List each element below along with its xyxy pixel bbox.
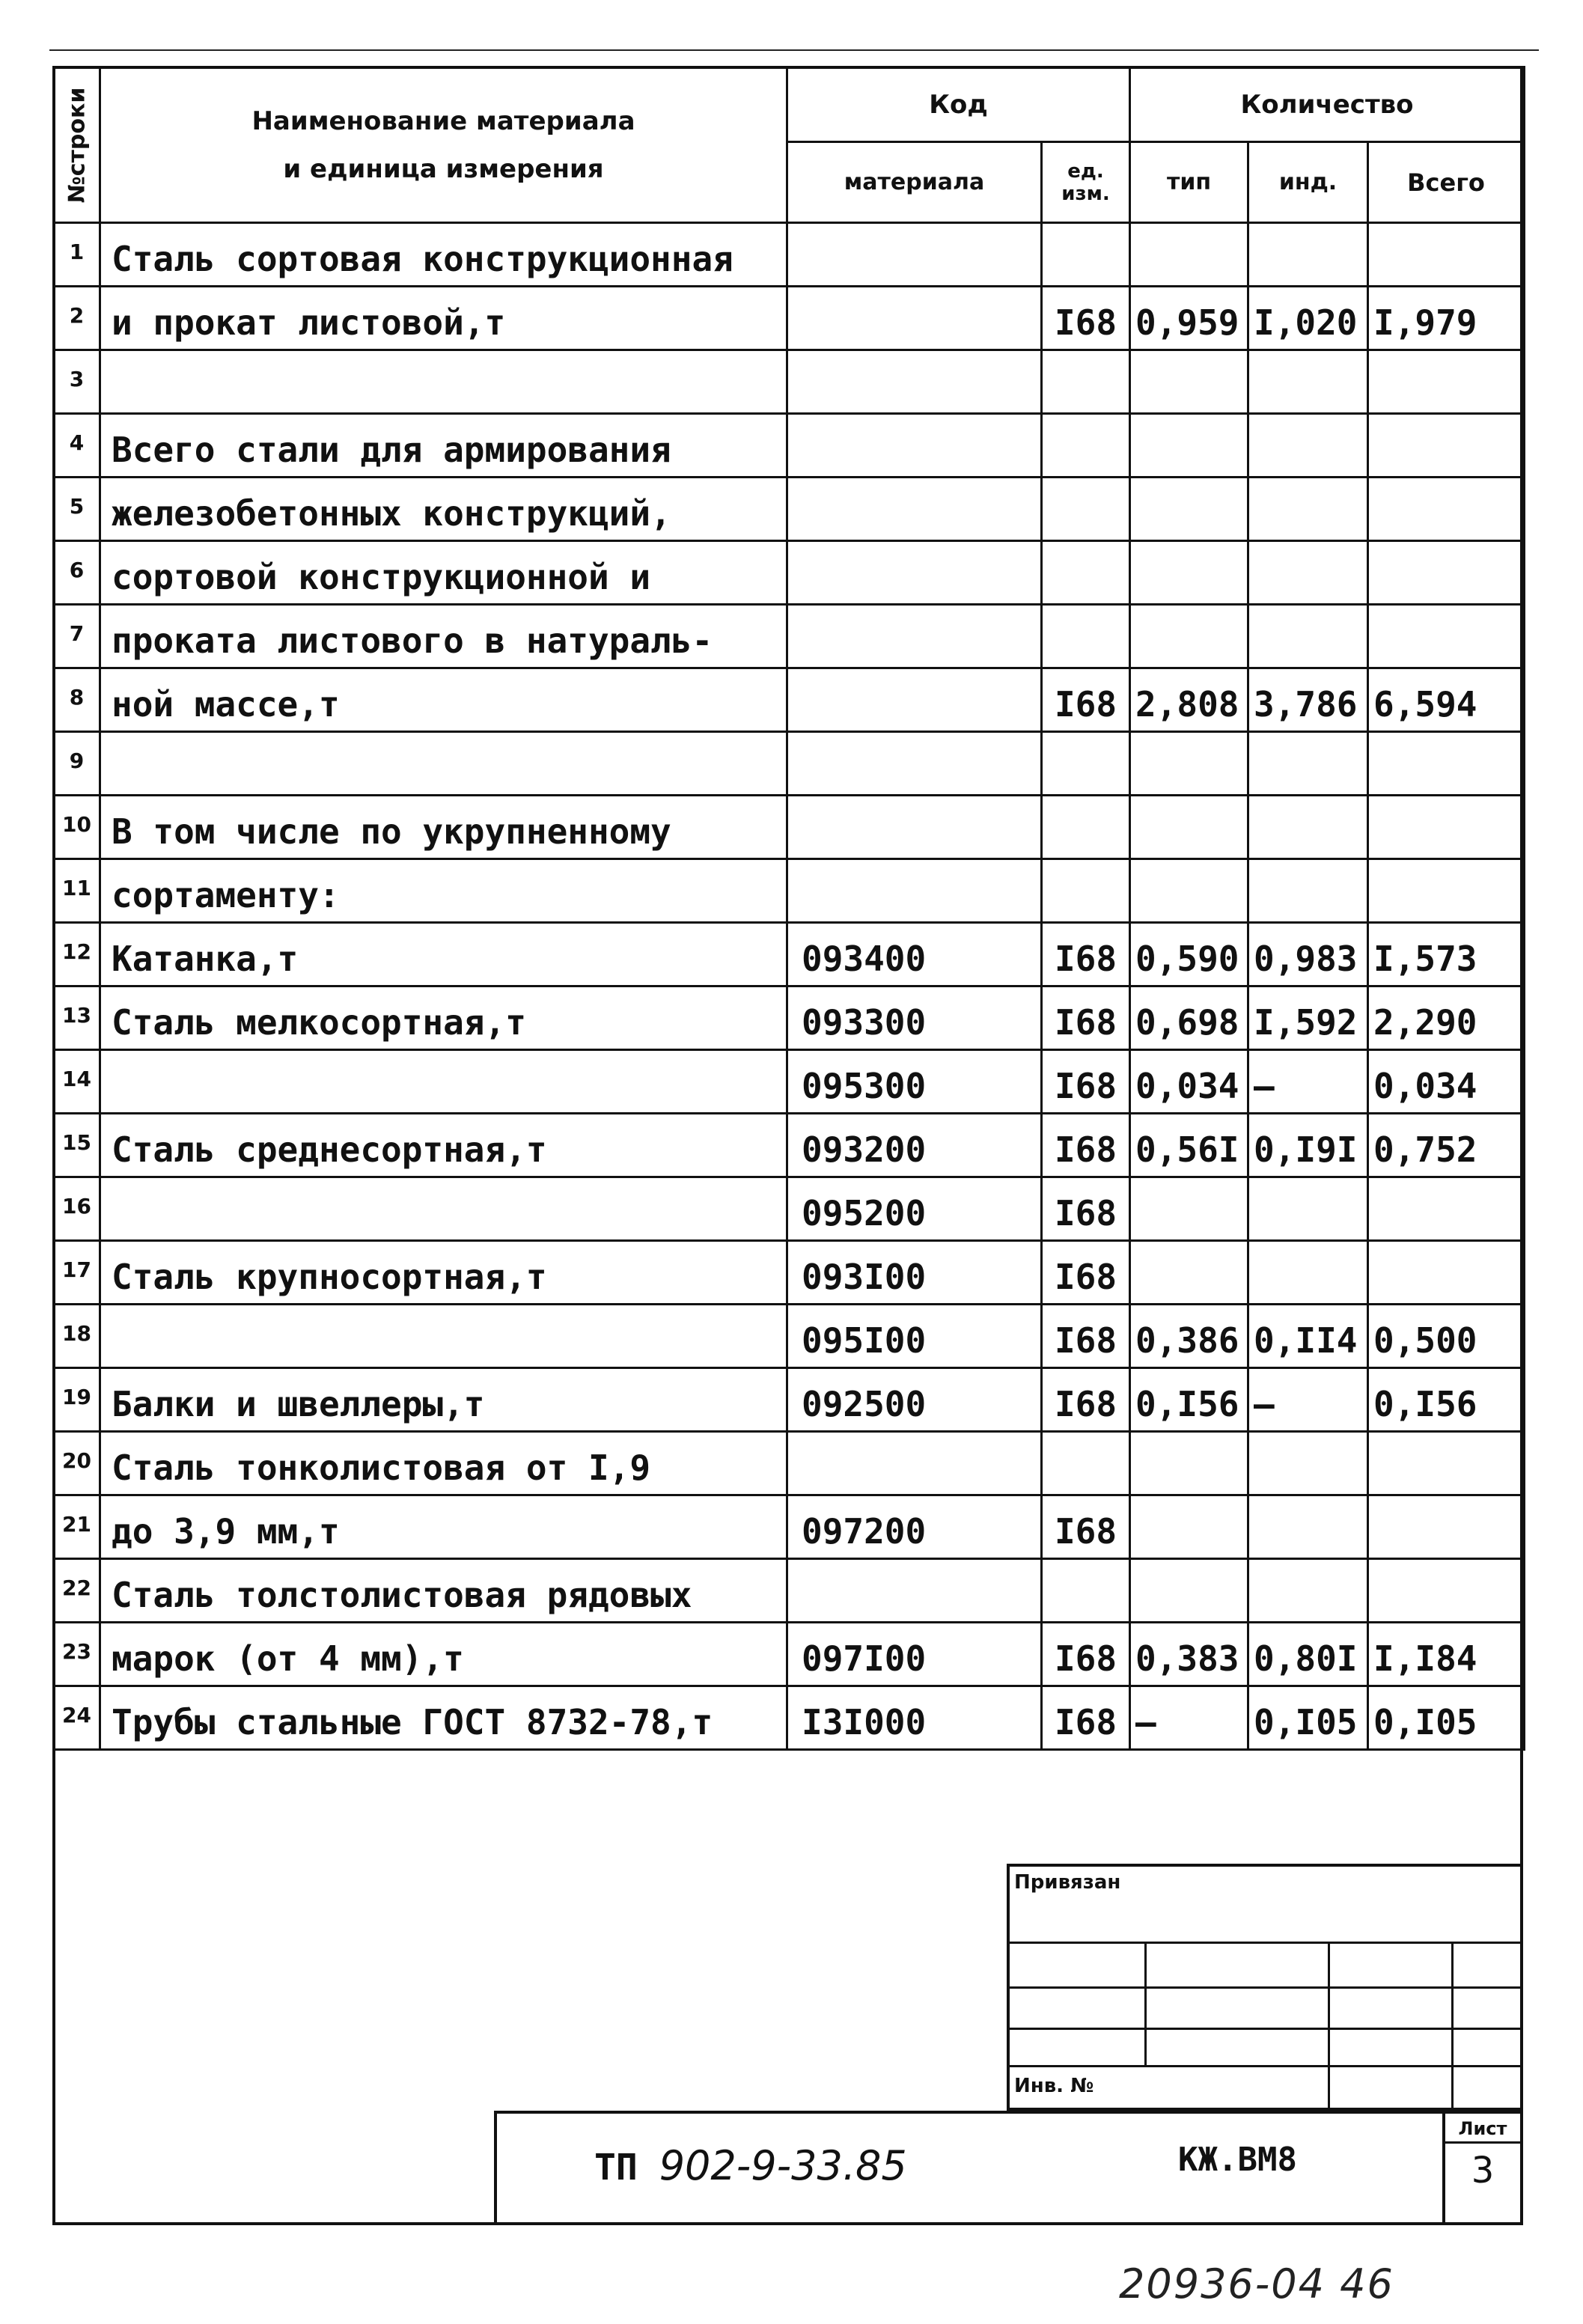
cell-n: 18 bbox=[54, 1305, 100, 1368]
cell-n: 14 bbox=[54, 1050, 100, 1114]
cell-n: 5 bbox=[54, 478, 100, 541]
cell-unit: I68 bbox=[1042, 1368, 1130, 1432]
cell-code: 093200 bbox=[787, 1114, 1042, 1177]
cell-typ: 0,959 bbox=[1130, 287, 1248, 350]
cell-code: 095300 bbox=[787, 1050, 1042, 1114]
cell-total: 6,594 bbox=[1368, 668, 1525, 732]
cell-name: Балки и швеллеры,т bbox=[100, 1368, 787, 1432]
row-number-header: №строки bbox=[54, 67, 100, 223]
cell-typ: 0,590 bbox=[1130, 923, 1248, 986]
cell-ind: I,020 bbox=[1248, 287, 1368, 350]
cell-unit: I68 bbox=[1042, 287, 1130, 350]
cell-code: 095I00 bbox=[787, 1305, 1042, 1368]
cell-n: 9 bbox=[54, 732, 100, 796]
cell-n: 3 bbox=[54, 350, 100, 414]
material-name-header: Наименование материала и единица измерения bbox=[100, 67, 787, 223]
cell-typ: 0,034 bbox=[1130, 1050, 1248, 1114]
cell-n: 10 bbox=[54, 796, 100, 859]
cell-ind: 0,II4 bbox=[1248, 1305, 1368, 1368]
cell-name: В том числе по укрупненному bbox=[100, 796, 787, 859]
cell-n: 7 bbox=[54, 605, 100, 668]
code-group-header: Код bbox=[787, 67, 1130, 142]
cell-typ: 0,386 bbox=[1130, 1305, 1248, 1368]
qty-total-header: Всего bbox=[1368, 142, 1525, 223]
title-block bbox=[494, 2111, 1523, 2225]
cell-code: 092500 bbox=[787, 1368, 1042, 1432]
cell-n: 23 bbox=[54, 1623, 100, 1686]
cell-n: 15 bbox=[54, 1114, 100, 1177]
cell-ind: – bbox=[1248, 1368, 1368, 1432]
cell-name: железобетонных конструкций, bbox=[100, 478, 787, 541]
sheet-number: 3 bbox=[1471, 2150, 1495, 2192]
cell-total: 2,290 bbox=[1368, 986, 1525, 1050]
cell-total: I,I84 bbox=[1368, 1623, 1525, 1686]
project-number: ТП 902-9-33.85 bbox=[594, 2142, 907, 2189]
cell-code: 095200 bbox=[787, 1177, 1042, 1241]
cell-total: I,573 bbox=[1368, 923, 1525, 986]
cell-code: 097I00 bbox=[787, 1623, 1042, 1686]
cell-total: 0,500 bbox=[1368, 1305, 1525, 1368]
code-unit-header: ед. изм. bbox=[1042, 142, 1130, 223]
cell-ind: I,592 bbox=[1248, 986, 1368, 1050]
cell-n: 6 bbox=[54, 541, 100, 605]
top-edge-line bbox=[49, 49, 1539, 55]
cell-code: 093300 bbox=[787, 986, 1042, 1050]
cell-n: 11 bbox=[54, 859, 100, 923]
cell-n: 21 bbox=[54, 1495, 100, 1559]
cell-typ: – bbox=[1130, 1686, 1248, 1750]
archive-number: 20936-04 46 bbox=[1119, 2260, 1394, 2308]
cell-name: Всего стали для армирования bbox=[100, 414, 787, 478]
cell-name: Трубы стальные ГОСТ 8732-78,т bbox=[100, 1686, 787, 1750]
cell-unit: I68 bbox=[1042, 1623, 1130, 1686]
cell-typ: 0,56I bbox=[1130, 1114, 1248, 1177]
cell-name: марок (от 4 мм),т bbox=[100, 1623, 787, 1686]
cell-n: 24 bbox=[54, 1686, 100, 1750]
cell-name: сортаменту: bbox=[100, 859, 787, 923]
cell-n: 20 bbox=[54, 1432, 100, 1495]
cell-code: 097200 bbox=[787, 1495, 1042, 1559]
sheet-label: Лист bbox=[1445, 2114, 1520, 2144]
cell-code: 093400 bbox=[787, 923, 1042, 986]
code-material-header: материала bbox=[787, 142, 1042, 223]
cell-name: Сталь сортовая конструкционная bbox=[100, 223, 787, 287]
cell-n: 22 bbox=[54, 1559, 100, 1623]
cell-name: Сталь крупносортная,т bbox=[100, 1241, 787, 1305]
cell-n: 12 bbox=[54, 923, 100, 986]
cell-unit: I68 bbox=[1042, 923, 1130, 986]
cell-name: до 3,9 мм,т bbox=[100, 1495, 787, 1559]
qty-typ-header: тип bbox=[1130, 142, 1248, 223]
cell-unit: I68 bbox=[1042, 1177, 1130, 1241]
cell-typ: 2,808 bbox=[1130, 668, 1248, 732]
cell-unit: I68 bbox=[1042, 668, 1130, 732]
cell-total: I,979 bbox=[1368, 287, 1525, 350]
cell-n: 2 bbox=[54, 287, 100, 350]
cell-typ: 0,I56 bbox=[1130, 1368, 1248, 1432]
cell-total: 0,I56 bbox=[1368, 1368, 1525, 1432]
cell-code: 093I00 bbox=[787, 1241, 1042, 1305]
cell-ind: 3,786 bbox=[1248, 668, 1368, 732]
cell-total: 0,I05 bbox=[1368, 1686, 1525, 1750]
cell-ind: 0,I05 bbox=[1248, 1686, 1368, 1750]
cell-typ: 0,383 bbox=[1130, 1623, 1248, 1686]
cell-unit: I68 bbox=[1042, 1305, 1130, 1368]
cell-name: ной массе,т bbox=[100, 668, 787, 732]
cell-unit: I68 bbox=[1042, 1050, 1130, 1114]
quantity-group-header: Количество bbox=[1130, 67, 1525, 142]
cell-n: 1 bbox=[54, 223, 100, 287]
cell-unit: I68 bbox=[1042, 1114, 1130, 1177]
cell-ind: 0,80I bbox=[1248, 1623, 1368, 1686]
cell-total: 0,034 bbox=[1368, 1050, 1525, 1114]
cell-n: 8 bbox=[54, 668, 100, 732]
cell-unit: I68 bbox=[1042, 1241, 1130, 1305]
cell-name: и прокат листовой,т bbox=[100, 287, 787, 350]
cell-n: 16 bbox=[54, 1177, 100, 1241]
cell-name: Сталь толстолистовая рядовых bbox=[100, 1559, 787, 1623]
cell-name: сортовой конструкционной и bbox=[100, 541, 787, 605]
cell-unit: I68 bbox=[1042, 986, 1130, 1050]
cell-n: 13 bbox=[54, 986, 100, 1050]
cell-total: 0,752 bbox=[1368, 1114, 1525, 1177]
cell-code: I3I000 bbox=[787, 1686, 1042, 1750]
cell-name: Сталь мелкосортная,т bbox=[100, 986, 787, 1050]
cell-unit: I68 bbox=[1042, 1686, 1130, 1750]
cell-ind: 0,983 bbox=[1248, 923, 1368, 986]
cell-unit: I68 bbox=[1042, 1495, 1130, 1559]
document-code: КЖ.ВМ8 bbox=[1178, 2141, 1297, 2179]
cell-ind: 0,I9I bbox=[1248, 1114, 1368, 1177]
cell-n: 17 bbox=[54, 1241, 100, 1305]
cell-typ: 0,698 bbox=[1130, 986, 1248, 1050]
cell-name: Катанка,т bbox=[100, 923, 787, 986]
cell-n: 19 bbox=[54, 1368, 100, 1432]
cell-name: Сталь среднесортная,т bbox=[100, 1114, 787, 1177]
cell-n: 4 bbox=[54, 414, 100, 478]
bound-label: Привязан bbox=[1014, 1871, 1121, 1894]
binding-stamp bbox=[1007, 1864, 1523, 2111]
cell-name: проката листового в натураль- bbox=[100, 605, 787, 668]
cell-ind: – bbox=[1248, 1050, 1368, 1114]
sheet-box bbox=[1442, 2114, 1520, 2222]
inventory-number-label: Инв. № bbox=[1014, 2075, 1094, 2097]
qty-ind-header: инд. bbox=[1248, 142, 1368, 223]
cell-name: Сталь тонколистовая от I,9 bbox=[100, 1432, 787, 1495]
